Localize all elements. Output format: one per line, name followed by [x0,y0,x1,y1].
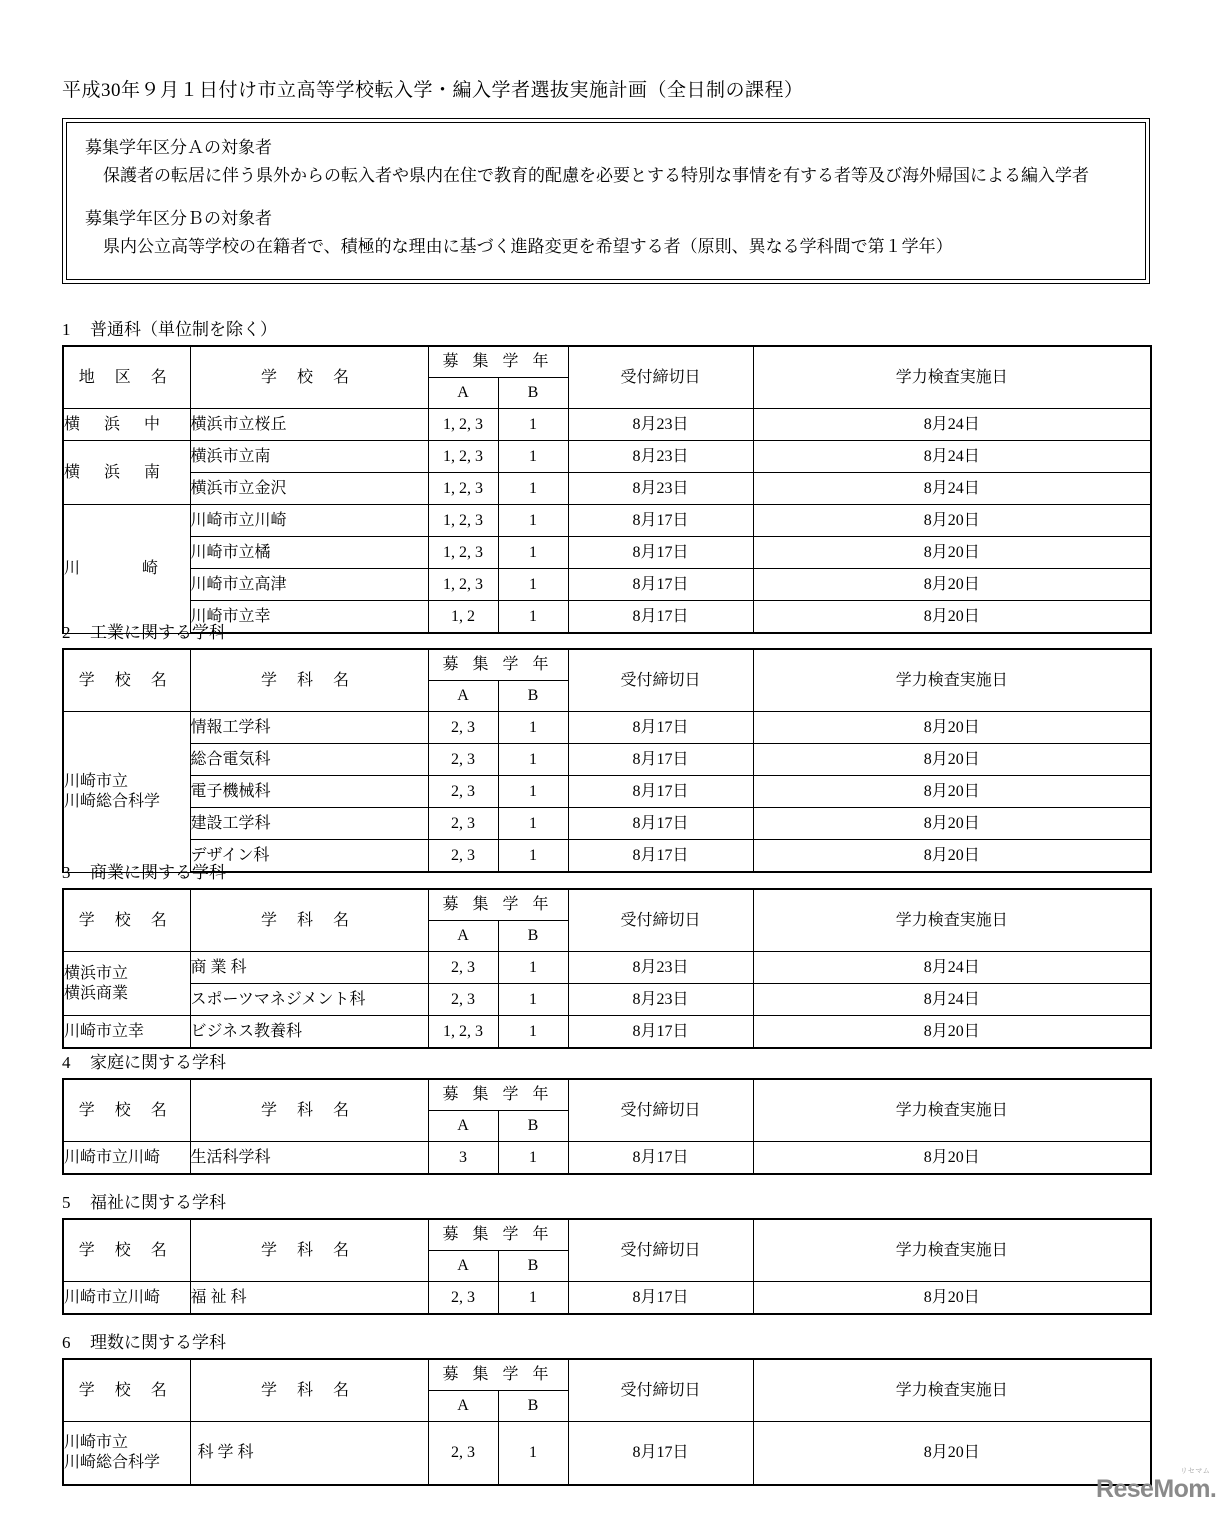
table-row [63,569,1151,601]
section-3-name: 商業に関する学科 [90,863,226,882]
cell-exam-date: 8月20日 [753,840,1151,873]
section-3-title [62,858,1150,883]
cell-grade-b: 1 [498,808,568,840]
section-4-title [62,1048,1150,1073]
header-grade-a: A [428,921,498,952]
watermark-text: ReseMom. [1096,1475,1217,1503]
cell-grade-b: 1 [498,601,568,634]
cell-deadline: 8月23日 [568,952,753,984]
cell-grade-b: 1 [498,840,568,873]
table-header-row [63,1359,1151,1391]
table-row [63,1422,1151,1486]
header-department: 学 科 名 [190,1079,428,1142]
district-label: 横 浜 南 [64,463,171,481]
header-grades-group: 募 集 学 年 [428,889,568,921]
cell-grade-a: 1, 2, 3 [428,441,498,473]
cell-grade-b: 1 [498,569,568,601]
notice-category-a-body: 保護者の転居に伴う県外からの転入者や県内在住で教育的配慮を必要とする特別な事情を有する者等及び海外帰国による編入学者 [103,165,1089,185]
cell-exam-date: 8月20日 [753,1422,1151,1486]
section-4 [62,1048,1150,1175]
cell-grade-a: 2, 3 [428,808,498,840]
cell-department: 商 業 科 [190,952,428,984]
section-5-table [62,1218,1152,1315]
cell-grade-b: 1 [498,473,568,505]
cell-grade-a: 2, 3 [428,1282,498,1315]
section-4-name: 家庭に関する学科 [90,1053,226,1072]
header-deadline: 受付締切日 [568,649,753,712]
cell-department: 総合電気科 [190,744,428,776]
cell-deadline: 8月17日 [568,808,753,840]
cell-school: 川崎市立川崎 [63,1282,190,1315]
cell-grade-b: 1 [498,537,568,569]
cell-grade-a: 1, 2, 3 [428,473,498,505]
cell-grade-b: 1 [498,744,568,776]
cell-deadline: 8月23日 [568,473,753,505]
table-row [63,952,1151,984]
section-1 [62,315,1150,634]
cell-department: 科 学 科 [190,1422,428,1486]
section-5-title [62,1188,1150,1213]
cell-exam-date: 8月20日 [753,808,1151,840]
header-deadline: 受付締切日 [568,1079,753,1142]
school-name-line1: 横浜市立 [64,964,129,982]
header-school: 学 校 名 [63,1359,190,1422]
cell-grade-a: 2, 3 [428,776,498,808]
header-exam-date: 学力検査実施日 [753,649,1151,712]
cell-grade-a: 3 [428,1142,498,1175]
header-deadline: 受付締切日 [568,1359,753,1422]
section-5-number: 5 [62,1193,71,1212]
section-2 [62,618,1150,873]
cell-grade-b: 1 [498,712,568,744]
section-6-title [62,1328,1150,1353]
table-header-row [63,346,1151,378]
cell-department: スポーツマネジメント科 [190,984,428,1016]
section-4-table [62,1078,1152,1175]
header-grades-group: 募 集 学 年 [428,1219,568,1251]
cell-grade-a: 1, 2, 3 [428,569,498,601]
school-name-line2: 横浜商業 [64,984,129,1002]
cell-exam-date: 8月20日 [753,537,1151,569]
header-school: 学 校 名 [63,1219,190,1282]
table-row [63,441,1151,473]
section-6-name: 理数に関する学科 [90,1333,226,1352]
table-row [63,1142,1151,1175]
cell-department: 福 祉 科 [190,1282,428,1315]
table-row [63,744,1151,776]
cell-school: 横浜市立南 [190,441,428,473]
cell-school: 川崎市立高津 [190,569,428,601]
cell-exam-date: 8月20日 [753,1282,1151,1315]
header-department: 学 科 名 [190,1219,428,1282]
cell-school: 川崎市立川崎 [63,1142,190,1175]
header-school: 学 校 名 [190,346,428,409]
header-grade-a: A [428,1391,498,1422]
table-header-row [63,649,1151,681]
cell-department: 情報工学科 [190,712,428,744]
watermark-ruby: リセマム [1180,1468,1211,1475]
section-4-number: 4 [62,1053,71,1072]
section-2-number: 2 [62,623,71,642]
cell-grade-b: 1 [498,1142,568,1175]
cell-deadline: 8月17日 [568,537,753,569]
header-school: 学 校 名 [63,1079,190,1142]
cell-school: 川崎市立幸 [63,1016,190,1049]
eligibility-notice-inner [66,122,1146,280]
header-grade-b: B [498,921,568,952]
cell-deadline: 8月17日 [568,744,753,776]
header-exam-date: 学力検査実施日 [753,1079,1151,1142]
cell-department: 生活科学科 [190,1142,428,1175]
cell-deadline: 8月23日 [568,409,753,441]
school-name-line1: 川崎市立 [64,1434,129,1451]
cell-grade-a: 1, 2, 3 [428,537,498,569]
table-row [63,1282,1151,1315]
section-2-name: 工業に関する学科 [90,623,226,642]
header-deadline: 受付締切日 [568,1219,753,1282]
cell-exam-date: 8月20日 [753,1142,1151,1175]
watermark-logo [1096,1468,1217,1503]
page-title: 平成30年９月１日付け市立高等学校転入学・編入学者選抜実施計画（全日制の課程） [62,80,804,101]
cell-deadline: 8月17日 [568,712,753,744]
header-deadline: 受付締切日 [568,889,753,952]
section-6 [62,1328,1150,1486]
section-6-table [62,1358,1152,1486]
cell-department: デザイン科 [190,840,428,873]
cell-department: 建設工学科 [190,808,428,840]
header-grade-a: A [428,1251,498,1282]
section-2-table [62,648,1152,873]
cell-deadline: 8月17日 [568,569,753,601]
header-grades-group: 募 集 学 年 [428,346,568,378]
section-5-name: 福祉に関する学科 [90,1193,226,1212]
cell-school [63,712,190,873]
section-6-number: 6 [62,1333,71,1352]
header-department: 学 科 名 [190,889,428,952]
header-grades-group: 募 集 学 年 [428,1079,568,1111]
section-2-title [62,618,1150,643]
header-grade-b: B [498,378,568,409]
section-1-table [62,345,1152,634]
cell-deadline: 8月17日 [568,1282,753,1315]
notice-spacer [85,188,1127,206]
header-district: 地 区 名 [63,346,190,409]
table-row [63,537,1151,569]
cell-school: 川崎市立川崎 [190,505,428,537]
eligibility-notice-box [62,118,1150,284]
header-grades-group: 募 集 学 年 [428,649,568,681]
header-grade-b: B [498,1111,568,1142]
cell-exam-date: 8月20日 [753,505,1151,537]
table-header-row [63,1219,1151,1251]
header-exam-date: 学力検査実施日 [753,1359,1151,1422]
cell-grade-a: 2, 3 [428,1422,498,1486]
table-row [63,409,1151,441]
header-grade-b: B [498,1391,568,1422]
cell-deadline: 8月17日 [568,505,753,537]
district-label: 横 浜 中 [64,415,171,433]
cell-deadline: 8月23日 [568,984,753,1016]
cell-grade-a: 1, 2 [428,601,498,634]
notice-category-b-heading: 募集学年区分Ｂの対象者 [85,209,272,228]
table-header-row [63,1079,1151,1111]
section-1-name: 普通科（単位制を除く） [90,320,277,339]
header-exam-date: 学力検査実施日 [753,889,1151,952]
header-school: 学 校 名 [63,889,190,952]
cell-grade-a: 2, 3 [428,952,498,984]
school-name-line2: 川崎総合科学 [64,792,161,810]
section-3 [62,858,1150,1049]
section-3-table [62,888,1152,1049]
cell-department: 電子機械科 [190,776,428,808]
header-exam-date: 学力検査実施日 [753,346,1151,409]
section-3-number: 3 [62,863,71,882]
cell-district [63,441,190,505]
cell-exam-date: 8月20日 [753,1016,1151,1049]
cell-grade-a: 1, 2, 3 [428,409,498,441]
table-row [63,712,1151,744]
cell-grade-b: 1 [498,952,568,984]
cell-deadline: 8月17日 [568,1016,753,1049]
cell-grade-b: 1 [498,441,568,473]
cell-exam-date: 8月24日 [753,984,1151,1016]
notice-category-b-body: 県内公立高等学校の在籍者で、積極的な理由に基づく進路変更を希望する者（原則、異なる学科間で第１学年） [103,236,953,256]
cell-deadline: 8月17日 [568,776,753,808]
cell-grade-a: 2, 3 [428,744,498,776]
cell-school: 横浜市立金沢 [190,473,428,505]
cell-grade-a: 1, 2, 3 [428,505,498,537]
cell-exam-date: 8月20日 [753,776,1151,808]
table-row [63,984,1151,1016]
table-row [63,505,1151,537]
header-grade-a: A [428,378,498,409]
cell-deadline: 8月17日 [568,601,753,634]
cell-grade-b: 1 [498,1016,568,1049]
cell-grade-a: 2, 3 [428,840,498,873]
table-row [63,1016,1151,1049]
cell-district [63,505,190,634]
cell-grade-a: 1, 2, 3 [428,1016,498,1049]
cell-exam-date: 8月20日 [753,569,1151,601]
header-department: 学 科 名 [190,649,428,712]
cell-school: 川崎市立幸 [190,601,428,634]
cell-exam-date: 8月24日 [753,473,1151,505]
header-exam-date: 学力検査実施日 [753,1219,1151,1282]
cell-grade-a: 2, 3 [428,712,498,744]
cell-school: 川崎市立橘 [190,537,428,569]
cell-deadline: 8月17日 [568,840,753,873]
notice-category-a-heading: 募集学年区分Ａの対象者 [85,138,272,157]
header-grade-a: A [428,1111,498,1142]
cell-exam-date: 8月20日 [753,712,1151,744]
district-label: 川 崎 [64,559,169,577]
site-watermark [1096,1468,1217,1503]
cell-grade-b: 1 [498,1422,568,1486]
school-name-line1: 川崎市立 [64,772,129,790]
section-5 [62,1188,1150,1315]
cell-exam-date: 8月20日 [753,744,1151,776]
table-header-row [63,889,1151,921]
table-row [63,473,1151,505]
section-1-title [62,315,1150,340]
cell-exam-date: 8月24日 [753,441,1151,473]
cell-exam-date: 8月24日 [753,952,1151,984]
header-grades-group: 募 集 学 年 [428,1359,568,1391]
cell-deadline: 8月17日 [568,1142,753,1175]
table-row [63,776,1151,808]
cell-deadline: 8月23日 [568,441,753,473]
header-deadline: 受付締切日 [568,346,753,409]
cell-school: 横浜市立桜丘 [190,409,428,441]
cell-grade-b: 1 [498,1282,568,1315]
cell-school [63,1422,190,1486]
cell-exam-date: 8月20日 [753,601,1151,634]
header-grade-b: B [498,1251,568,1282]
header-school: 学 校 名 [63,649,190,712]
cell-deadline: 8月17日 [568,1422,753,1486]
header-grade-a: A [428,681,498,712]
cell-grade-b: 1 [498,505,568,537]
cell-grade-b: 1 [498,776,568,808]
school-name-line2: 川崎総合科学 [64,1454,161,1471]
cell-grade-b: 1 [498,984,568,1016]
cell-exam-date: 8月24日 [753,409,1151,441]
cell-grade-a: 2, 3 [428,984,498,1016]
cell-school [63,952,190,1016]
table-row [63,808,1151,840]
header-department: 学 科 名 [190,1359,428,1422]
section-1-number: 1 [62,320,71,339]
cell-district [63,409,190,441]
header-grade-b: B [498,681,568,712]
cell-grade-b: 1 [498,409,568,441]
cell-department: ビジネス教養科 [190,1016,428,1049]
